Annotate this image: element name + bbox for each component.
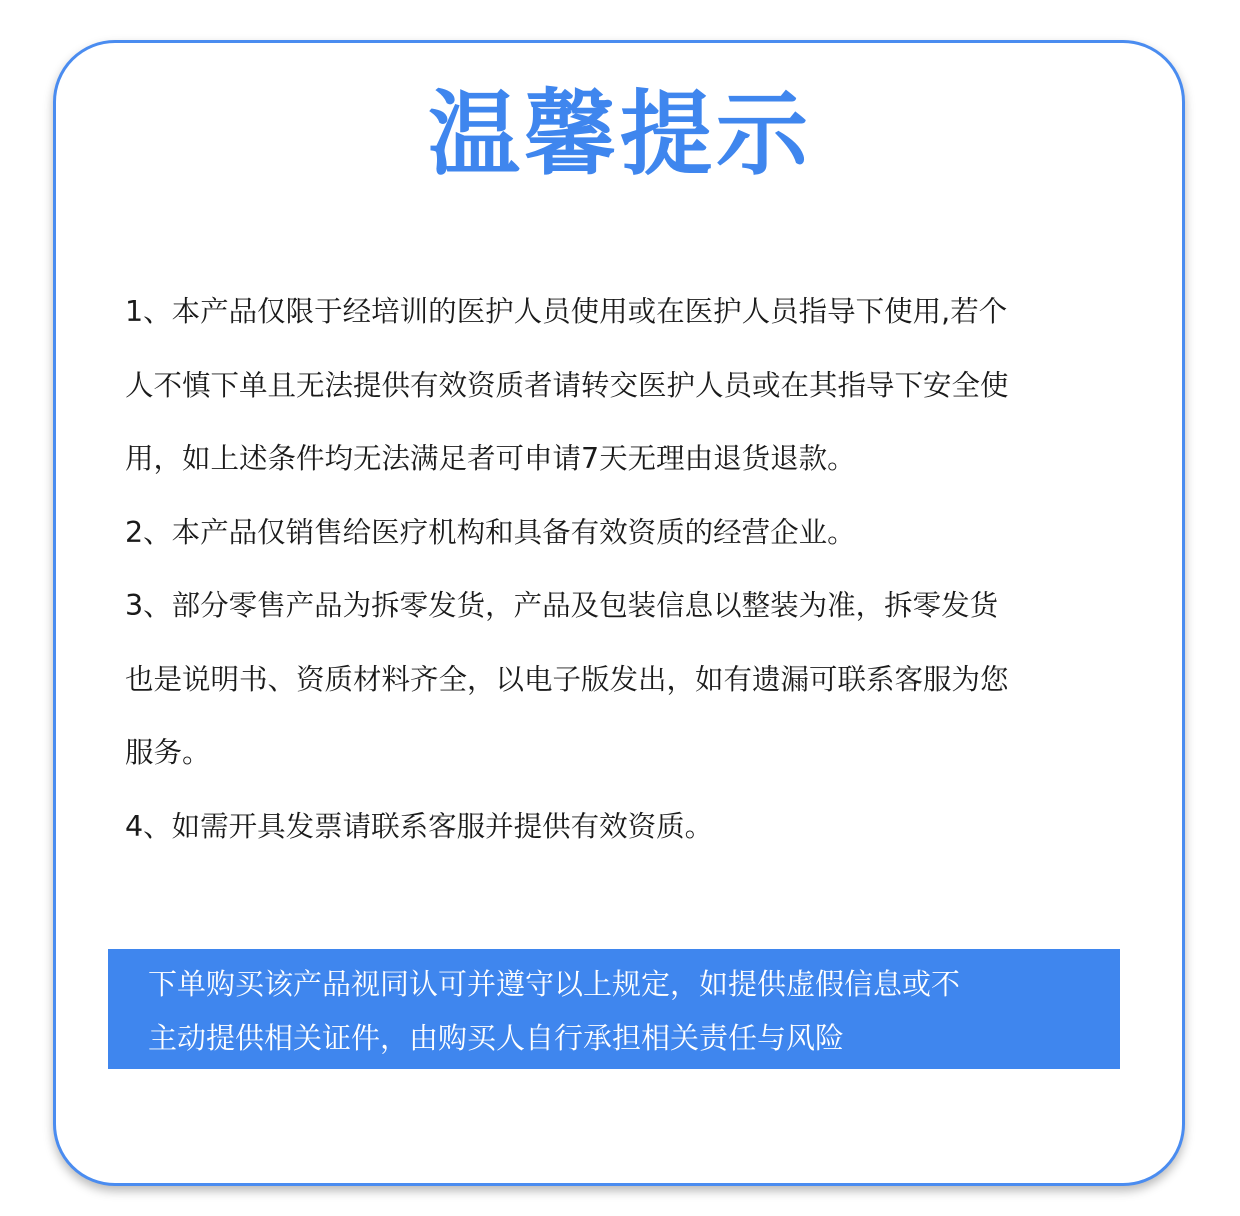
notice-line: 2、本产品仅销售给医疗机构和具备有效资质的经营企业。 (125, 515, 856, 549)
notice-line: 人不慎下单且无法提供有效资质者请转交医护人员或在其指导下安全使 (125, 368, 1009, 402)
notice-list (125, 275, 1135, 863)
notice-line: 也是说明书、资质材料齐全，以电子版发出，如有遗漏可联系客服为您 (125, 662, 1009, 696)
disclaimer-line: 主动提供相关证件，由购买人自行承担相关责任与风险 (148, 1021, 845, 1055)
notice-line: 4、如需开具发票请联系客服并提供有效资质。 (125, 809, 714, 843)
notice-line: 1、本产品仅限于经培训的医护人员使用或在医护人员指导下使用,若个 (125, 295, 1008, 328)
notice-line: 服务。 (125, 736, 211, 769)
notice-line: 用，如上述条件均无法满足者可申请7天无理由退货退款。 (125, 442, 856, 475)
notice-line: 3、部分零售产品为拆零发货，产品及包装信息以整装为准，拆零发货 (125, 589, 999, 622)
page-title: 温馨提示 (427, 81, 812, 188)
disclaimer-line: 下单购买该产品视同认可并遵守以上规定，如提供虚假信息或不 (148, 967, 961, 1001)
disclaimer-banner (108, 949, 1120, 1069)
